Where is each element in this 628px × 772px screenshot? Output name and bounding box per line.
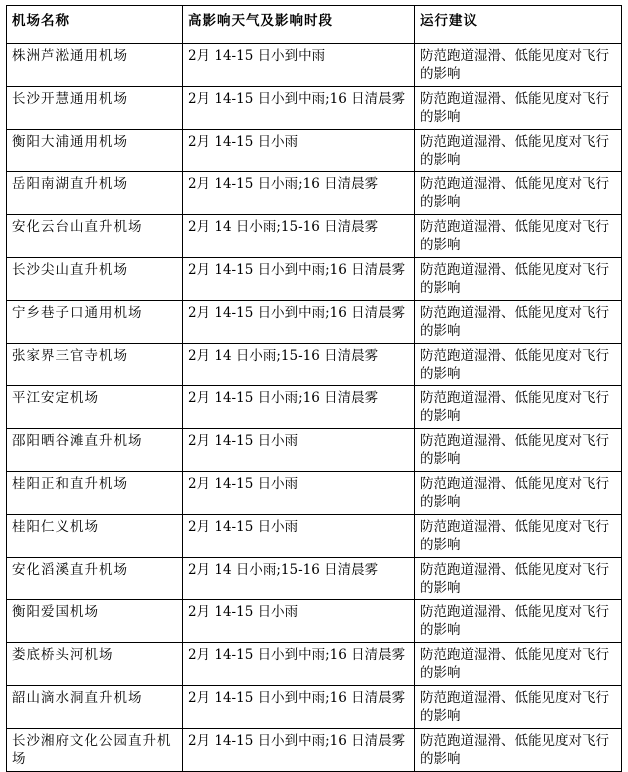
airport-name-cell: 张家界三官寺机场	[7, 343, 183, 386]
airport-name-cell: 衡阳大浦通用机场	[7, 129, 183, 172]
weather-period-cell: 2月 14-15 日小雨	[183, 429, 415, 472]
advice-cell: 防范跑道湿滑、低能见度对飞行的影响	[415, 257, 622, 300]
weather-period-cell: 2月 14-15 日小雨	[183, 600, 415, 643]
airport-name-cell: 韶山滴水洞直升机场	[7, 685, 183, 728]
weather-period-cell: 2月 14-15 日小到中雨;16 日清晨雾	[183, 643, 415, 686]
table-row	[7, 557, 622, 600]
table-header	[7, 6, 622, 44]
advice-cell: 防范跑道湿滑、低能见度对飞行的影响	[415, 129, 622, 172]
airport-weather-table	[6, 5, 622, 772]
advice-cell: 防范跑道湿滑、低能见度对飞行的影响	[415, 643, 622, 686]
table-body	[7, 44, 622, 772]
advice-cell: 防范跑道湿滑、低能见度对飞行的影响	[415, 685, 622, 728]
table-row	[7, 728, 622, 771]
airport-name-cell: 安化滔溪直升机场	[7, 557, 183, 600]
airport-name-cell: 平江安定机场	[7, 386, 183, 429]
airport-name-cell: 安化云台山直升机场	[7, 215, 183, 258]
weather-period-cell: 2月 14-15 日小到中雨;16 日清晨雾	[183, 300, 415, 343]
table-row	[7, 643, 622, 686]
table-row	[7, 343, 622, 386]
header-airport-name: 机场名称	[7, 6, 183, 44]
airport-name-cell: 宁乡巷子口通用机场	[7, 300, 183, 343]
advice-cell: 防范跑道湿滑、低能见度对飞行的影响	[415, 44, 622, 87]
airport-name-cell: 桂阳仁义机场	[7, 514, 183, 557]
advice-cell: 防范跑道湿滑、低能见度对飞行的影响	[415, 471, 622, 514]
airport-name-cell: 长沙尖山直升机场	[7, 257, 183, 300]
weather-period-cell: 2月 14-15 日小到中雨	[183, 44, 415, 87]
airport-name-cell: 衡阳爱国机场	[7, 600, 183, 643]
weather-period-cell: 2月 14-15 日小到中雨;16 日清晨雾	[183, 257, 415, 300]
weather-period-cell: 2月 14-15 日小到中雨;16 日清晨雾	[183, 86, 415, 129]
table-row	[7, 86, 622, 129]
advice-cell: 防范跑道湿滑、低能见度对飞行的影响	[415, 343, 622, 386]
advice-cell: 防范跑道湿滑、低能见度对飞行的影响	[415, 600, 622, 643]
advice-cell: 防范跑道湿滑、低能见度对飞行的影响	[415, 386, 622, 429]
table-row	[7, 300, 622, 343]
advice-cell: 防范跑道湿滑、低能见度对飞行的影响	[415, 429, 622, 472]
table-row	[7, 600, 622, 643]
table-row	[7, 386, 622, 429]
table-row	[7, 514, 622, 557]
table-row	[7, 44, 622, 87]
weather-period-cell: 2月 14-15 日小雨;16 日清晨雾	[183, 172, 415, 215]
weather-period-cell: 2月 14-15 日小雨	[183, 514, 415, 557]
table-row	[7, 429, 622, 472]
weather-period-cell: 2月 14-15 日小到中雨;16 日清晨雾	[183, 728, 415, 771]
advice-cell: 防范跑道湿滑、低能见度对飞行的影响	[415, 557, 622, 600]
advice-cell: 防范跑道湿滑、低能见度对飞行的影响	[415, 172, 622, 215]
airport-name-cell: 邵阳晒谷滩直升机场	[7, 429, 183, 472]
table-row	[7, 471, 622, 514]
airport-name-cell: 株洲芦淞通用机场	[7, 44, 183, 87]
advice-cell: 防范跑道湿滑、低能见度对飞行的影响	[415, 728, 622, 771]
header-row	[7, 6, 622, 44]
advice-cell: 防范跑道湿滑、低能见度对飞行的影响	[415, 86, 622, 129]
header-weather-period: 高影响天气及影响时段	[183, 6, 415, 44]
table-row	[7, 129, 622, 172]
advice-cell: 防范跑道湿滑、低能见度对飞行的影响	[415, 300, 622, 343]
table-row	[7, 215, 622, 258]
airport-name-cell: 岳阳南湖直升机场	[7, 172, 183, 215]
airport-name-cell: 长沙湘府文化公园直升机场	[7, 728, 183, 771]
airport-name-cell: 长沙开慧通用机场	[7, 86, 183, 129]
airport-name-cell: 娄底桥头河机场	[7, 643, 183, 686]
table-row	[7, 257, 622, 300]
weather-period-cell: 2月 14-15 日小雨	[183, 129, 415, 172]
weather-period-cell: 2月 14 日小雨;15-16 日清晨雾	[183, 343, 415, 386]
weather-period-cell: 2月 14-15 日小雨;16 日清晨雾	[183, 386, 415, 429]
airport-name-cell: 桂阳正和直升机场	[7, 471, 183, 514]
weather-period-cell: 2月 14 日小雨;15-16 日清晨雾	[183, 215, 415, 258]
advice-cell: 防范跑道湿滑、低能见度对飞行的影响	[415, 215, 622, 258]
header-advice: 运行建议	[415, 6, 622, 44]
advice-cell: 防范跑道湿滑、低能见度对飞行的影响	[415, 514, 622, 557]
weather-period-cell: 2月 14-15 日小雨	[183, 471, 415, 514]
table-row	[7, 685, 622, 728]
table-row	[7, 172, 622, 215]
weather-period-cell: 2月 14 日小雨;15-16 日清晨雾	[183, 557, 415, 600]
weather-period-cell: 2月 14-15 日小到中雨;16 日清晨雾	[183, 685, 415, 728]
